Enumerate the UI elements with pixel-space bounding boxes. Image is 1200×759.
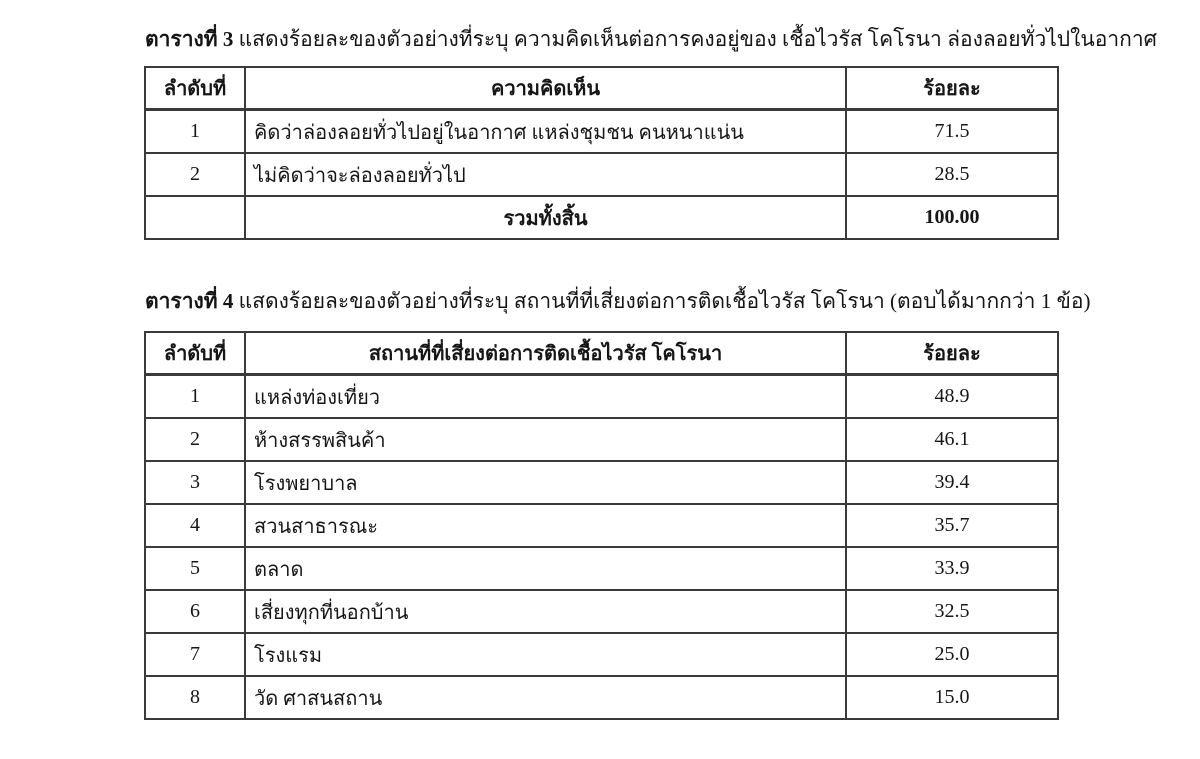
table4-title-number: ตารางที่ 4 xyxy=(145,289,234,313)
table4-row2-no: 2 xyxy=(145,418,245,461)
table4-row3-percent: 39.4 xyxy=(846,461,1058,504)
table4-row7-percent: 25.0 xyxy=(846,633,1058,676)
table-row xyxy=(145,375,1058,419)
table-row xyxy=(145,547,1058,590)
table3-row2-percent: 28.5 xyxy=(846,153,1058,196)
table3-title-text: แสดงร้อยละของตัวอย่างที่ระบุ ความคิดเห็นต่อการคงอยู่ของ เชื้อไวรัส โคโรนา ล่องลอยทั่วไปในอากาศ xyxy=(233,27,1157,51)
table4-row5-no: 5 xyxy=(145,547,245,590)
table3-row1-no: 1 xyxy=(145,110,245,154)
table4-row6-place: เสี่ยงทุกที่นอกบ้าน xyxy=(245,590,846,633)
table4-risky-places xyxy=(144,331,1059,720)
table4-row5-place: ตลาด xyxy=(245,547,846,590)
table3-title-number: ตารางที่ 3 xyxy=(145,27,234,51)
table4-row2-percent: 46.1 xyxy=(846,418,1058,461)
table4-row4-place: สวนสาธารณะ xyxy=(245,504,846,547)
table3-total-label: รวมทั้งสิ้น xyxy=(245,196,846,239)
table-row xyxy=(145,590,1058,633)
table3-title xyxy=(145,24,1155,54)
table3-row2-opinion: ไม่คิดว่าจะล่องลอยทั่วไป xyxy=(245,153,846,196)
table4-row4-percent: 35.7 xyxy=(846,504,1058,547)
table3-total-value: 100.00 xyxy=(846,196,1058,239)
table4-row3-no: 3 xyxy=(145,461,245,504)
table-row xyxy=(145,110,1058,154)
table-row xyxy=(145,153,1058,196)
table3-header-row xyxy=(145,67,1058,110)
table4-row8-no: 8 xyxy=(145,676,245,719)
table4-row6-percent: 32.5 xyxy=(846,590,1058,633)
table4-row2-place: ห้างสรรพสินค้า xyxy=(245,418,846,461)
table4-row4-no: 4 xyxy=(145,504,245,547)
table4-row1-no: 1 xyxy=(145,375,245,419)
table3-total-empty xyxy=(145,196,245,239)
table4-row1-place: แหล่งท่องเที่ยว xyxy=(245,375,846,419)
table4-row5-percent: 33.9 xyxy=(846,547,1058,590)
table4-row8-place: วัด ศาสนสถาน xyxy=(245,676,846,719)
table4-row7-place: โรงแรม xyxy=(245,633,846,676)
table4-header-place: สถานที่ที่เสี่ยงต่อการติดเชื้อไวรัส โคโรนา xyxy=(245,332,846,375)
table-row xyxy=(145,633,1058,676)
table3-row2-no: 2 xyxy=(145,153,245,196)
table4-title-text: แสดงร้อยละของตัวอย่างที่ระบุ สถานที่ที่เสี่ยงต่อการติดเชื้อไวรัส โคโรนา (ตอบได้มากกว่า 1 ข้อ) xyxy=(233,289,1091,313)
table-row xyxy=(145,461,1058,504)
table3-header-percent: ร้อยละ xyxy=(846,67,1058,110)
table4-header-row xyxy=(145,332,1058,375)
table-row xyxy=(145,676,1058,719)
table-row xyxy=(145,504,1058,547)
table4-header-percent: ร้อยละ xyxy=(846,332,1058,375)
table4-title xyxy=(145,286,1155,316)
table3-row1-percent: 71.5 xyxy=(846,110,1058,154)
table3-opinions xyxy=(144,66,1059,240)
table4-row3-place: โรงพยาบาล xyxy=(245,461,846,504)
table4-row6-no: 6 xyxy=(145,590,245,633)
table3-total-row xyxy=(145,196,1058,239)
table4-header-order: ลำดับที่ xyxy=(145,332,245,375)
table3-header-order: ลำดับที่ xyxy=(145,67,245,110)
table-row xyxy=(145,418,1058,461)
table4-row1-percent: 48.9 xyxy=(846,375,1058,419)
table4-row8-percent: 15.0 xyxy=(846,676,1058,719)
table3-header-opinion: ความคิดเห็น xyxy=(245,67,846,110)
table4-row7-no: 7 xyxy=(145,633,245,676)
table3-row1-opinion: คิดว่าล่องลอยทั่วไปอยู่ในอากาศ แหล่งชุมชน คนหนาแน่น xyxy=(245,110,846,154)
